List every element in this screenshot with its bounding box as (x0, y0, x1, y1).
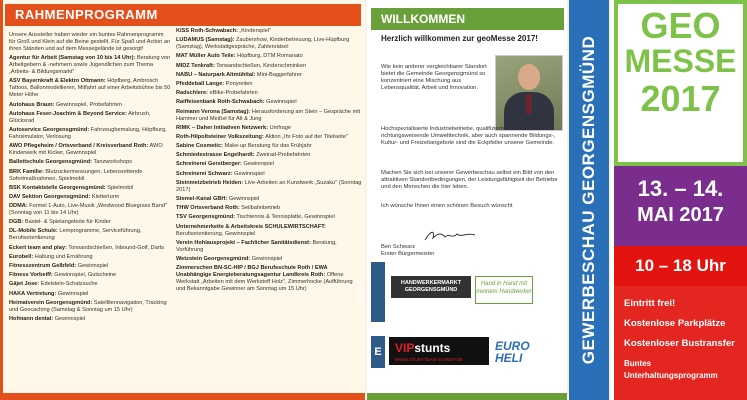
program-item: LUDAMUS (Samstag): Zaubershow, Kinderbetreuung, Live-Hüpfburg (Samstag), Werkstattgespräche, Zahlenrätsel (176, 37, 350, 51)
program-item: Radschlere: eBike-Probefahrten (176, 90, 258, 97)
program-item: Fitnesszentrum Gelbfeld: Gewinnspiel (9, 263, 109, 269)
program-item: RIMK – Daher Initiativen Netzwerk: Umfrage (176, 124, 292, 131)
hand-in-hand-logo: Hand in Hand mit meinem Handwerker (475, 276, 533, 304)
program-item: Zimmerschen BN-SC-HIP / BGJ Berufsschule Roth / EWA Unabhängige Energieberatungsagentur Landkreis Roth: Offene Werkstatt „Arbeiten mit dem Werkstoff Holz", Zimmerhocke (Aufführung und Bekanntgabe Gewinner am Sonntag um 15 Uhr) (176, 265, 353, 293)
program-item: HAKA Vertretung: Gewinnspiel (9, 290, 89, 297)
program-list-left (9, 55, 171, 323)
signature-icon (423, 228, 478, 244)
program-item: KISS Roth-Schwabach: „Kinderspiel" (176, 28, 271, 34)
program-item: Steinmetzbetrieb Heiden: Live-Arbeiten an Kunstwerk „Suzaku" (Sonntag 2017) (176, 179, 362, 193)
program-item: Heimatverein Georgensgmünd: Satellitennavigation, Tracking und Geocaching (Samstag & Sonntag um 15 Uhr) (9, 299, 167, 313)
halle-label: HALLE (371, 262, 385, 322)
program-column-right (176, 28, 363, 295)
program-item: MAT Müller Auto Teile: Höpfburg, DTM Romanato (176, 53, 303, 60)
willkommen-panel (357, 0, 567, 400)
program-item: NABU – Naturpark Altmühltal: Mini-Baggerfahrer (176, 71, 302, 78)
program-item: DL-Mobile Schule: Lernprogramme, Serviceführung, Berufsorientierung (9, 228, 142, 242)
welcome-paragraph-3: Machen Sie sich bei unserer Gewerbeschau selbst ein Bild von den attraktiven Standortbedingungen, der Leistungsfähigkeit der Betriebe und den Menschen die hier leben. (381, 170, 558, 190)
program-column-left (9, 32, 171, 325)
program-item: Unternehmerkette & Arbeitskreis SCHULEWIRTSCHAFT: Berufsorientierung, Gewinnspiel (176, 223, 326, 237)
program-item: BSK Kontaktstelle Georgensgmünd: Spielmobil (9, 184, 134, 191)
program-item: Raiffeisenbank Roth-Schwabach: Gewinnspiel (176, 99, 297, 106)
program-item: Gäjet Jose: Edelstein-Schatzsuche (9, 281, 98, 288)
program-item: DGB: Bastel- & Spielangebote für Kinder (9, 219, 111, 226)
program-item: DDMA: Formel 1-Auto, Live-Musik „Westwood Bluegrass Band" (Sonntag von 11 bis 14 Uhr) (9, 203, 167, 217)
program-item: Schreinerei Schwarz: Gewinnspiel (176, 170, 265, 177)
rahmenprogramm-panel (0, 0, 365, 400)
program-intro: Unsere Aussteller haben wieder ein buntes Rahmenprogramm für Groß und Klein auf die Beine gestellt. Für Spaß und Action an ihren Ständen und auf dem Messegelände ist gesorgt! (9, 32, 171, 52)
program-item: Stemel-Kanal GBH: Gewinnspiel (176, 196, 260, 202)
rahmenprogramm-header: RAHMENPROGRAMM (5, 4, 361, 26)
program-item: MIDZ Tenkraft: Torwandschießen, Kinderschminken (176, 62, 307, 69)
signature-role: Erster Bürgermeister (381, 251, 435, 257)
program-item: Eckert team and play: Torwandschießen, Inbound-Golf, Darts (9, 244, 165, 251)
program-item: Ballettschule Georgensgmünd: Tanzworkshops (9, 159, 133, 166)
hall-e-label: E (371, 336, 385, 368)
program-item: THW Ortsverband Roth: Seilbahnbetrieb (176, 205, 281, 212)
welcome-paragraph-1: Wie kein anderer vergleichbarer Standort bietet die Gemeinde Georgensgmünd so konzentriert eine Mischung aus Lebensqualität, Arbeit und Innovation. (381, 64, 487, 91)
program-item: Autohaus Feser-Joachim & Beyond Service: Airbrush, Glücksrad (9, 110, 151, 124)
program-item: DAV Sektion Georgensgmünd: Kletterturm (9, 193, 120, 200)
euro-heli-logo: EURO HELI (495, 339, 530, 365)
program-item: Hofmann dental: Gewinnspiel (9, 315, 86, 322)
program-item: TSV Georgensgmünd: Tischtennis & Tennisplatte, Gewinnspiel (176, 214, 335, 221)
program-item: Schmiedestrasse Engelhardt: Zweirad-Probefahrten (176, 152, 311, 159)
vertical-title-panel (569, 0, 609, 400)
vertical-title: GEWERBESCHAU GEORGENSGMÜND (579, 35, 598, 365)
program-item: Autoservice Georgensgmünd: Fahrzeugbemalung, Höpfburg, Fahrsimulator, Verlosung (9, 126, 167, 140)
event-dates: 13. – 14. MAI 2017 (614, 166, 747, 246)
event-info: Eintritt frei! Kostenlose Parkplätze Kostenloser Bustransfer Buntes Unterhaltungsprogramm (614, 286, 747, 400)
vip-stunts-logo: VIPstunts WWW.STUNTTEAM-SCHEFF.DE (389, 337, 489, 365)
geomesse-logo: GEO MESSE 2017 (614, 0, 747, 166)
program-item: Eurobell: Haltung und Ernährung (9, 253, 93, 260)
program-item: Schreinerei Gerstberger: Gewinnspiel (176, 161, 274, 168)
welcome-paragraph-2: Hochspezialisierte Industriebetriebe, qualifiziertes Handwerk und richtungsweisende Umwelttechnik, aber auch spannende Bildungs-, Kultur- und Freizeitangebote sind die Eckpfeiler unserer Gemeinde. (381, 126, 556, 146)
welcome-title: Herzlich willkommen zur geoMesse 2017! (381, 34, 538, 43)
program-item: Verein Hohlausprojekt – Fachlicher Sanitätsdienst: Beratung, Vorführung (176, 239, 337, 253)
willkommen-header: WILLKOMMEN (371, 8, 564, 30)
program-item: Wetzstein Georgensgmünd: Gewinnspiel (176, 255, 283, 262)
program-item: AWO Pflegeheim / Ortsverband / Kreisverband Roth: AWO Kinderwerk mit Kicker, Gewinnspiel (9, 143, 163, 157)
event-panel (611, 0, 747, 400)
stripe-green (367, 393, 567, 400)
program-item: BRK Familie: Blutzuckermessungen, Lebensrettende Sofortmaßnahmen, Spielmobil (9, 168, 143, 182)
signature-name: Ben Schwarz (381, 244, 416, 250)
event-hours: 10 – 18 Uhr (614, 246, 747, 286)
welcome-paragraph-4: Ich wünsche Ihnen einen schönen Besuch wünscht (381, 203, 513, 209)
program-item: Pfeddeball Lange: Ponyreiten (176, 80, 253, 87)
program-item: Fitness Vorbeiff: Gewinnspiel, Gutscheine (9, 272, 117, 279)
program-item: Sabine Cosmetic: Make-up Beratung für das Frühjahr (176, 143, 312, 150)
program-item: ASV Bayernkraft & Elektro Ottmann: Höpfberg, Ambrosch Tattoos, Ballonmodellieren, Mitfahrt auf einer Arbeitsbühne bis 50 Meter Höhe (9, 78, 171, 99)
signature-block (381, 244, 434, 258)
program-item: Roth-Hilpoltsteiner Volkszeitung: Aktion „Ihr Foto auf der Titelseite" (176, 133, 348, 140)
mayor-photo (495, 55, 563, 131)
program-item: Reimann Verona (Samstag): Herausforderung am Stein – Gespräche mit Hammer und Meißel für Alt & Jung (176, 108, 361, 122)
stripe-orange (0, 393, 365, 400)
program-item: Agentur für Arbeit (Samstag von 10 bis 14 Uhr): Beratung von Arbeitgebern & -nehmern sowie Jugendlichen zum Thema „Arbeits- & Bildungsmarkt" (9, 55, 171, 76)
handwerkermarkt-logo: HANDWERKERMARKT GEORGENSGMÜND (391, 276, 471, 298)
program-item: Autohaus Braun: Gewinnspiel, Probefahrten (9, 101, 122, 108)
program-list-right (176, 28, 363, 293)
